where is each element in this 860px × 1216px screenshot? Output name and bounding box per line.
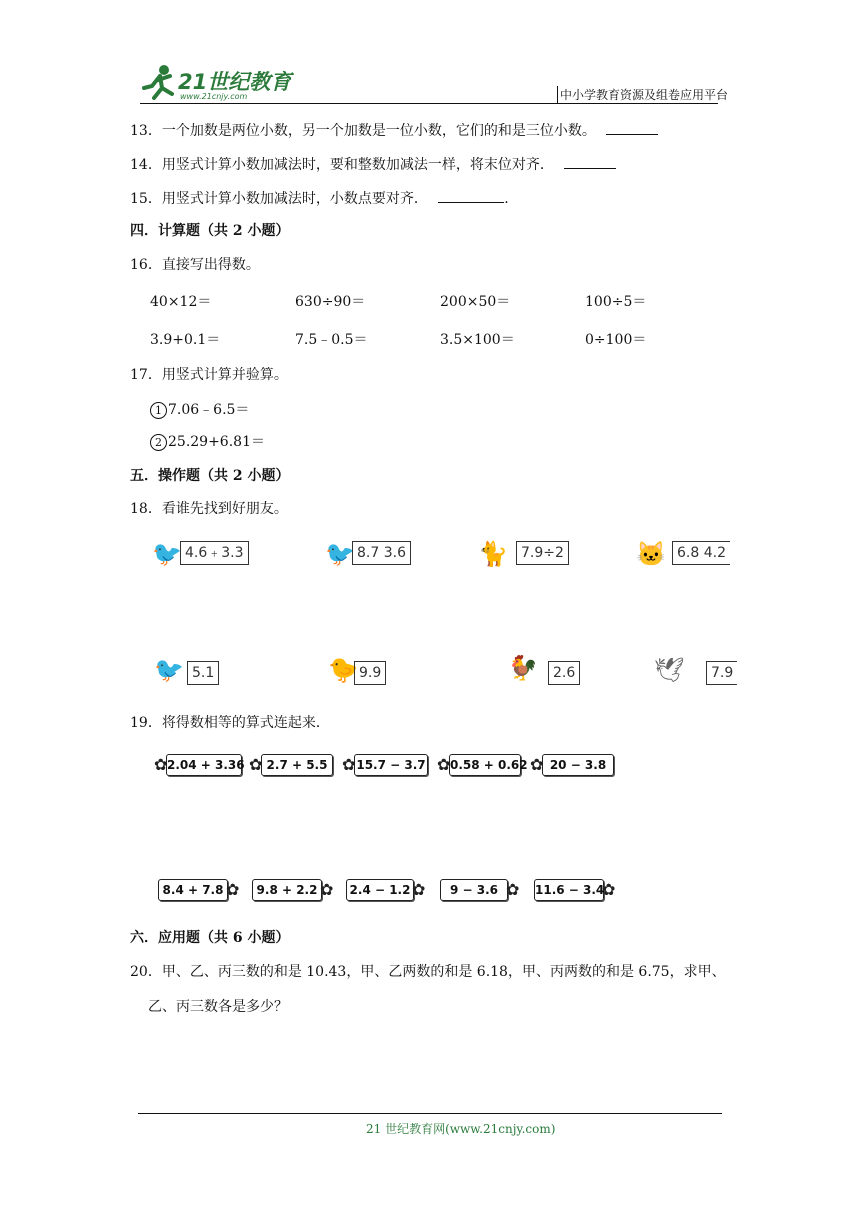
flower-icon: ✿: [530, 755, 544, 774]
expr-tag-top[interactable]: 2.04 + 3.36: [166, 754, 242, 776]
flower-icon: ✿: [342, 755, 356, 774]
question-15: [130, 188, 509, 208]
header-platform: 中小学教育资源及组卷应用平台: [557, 86, 728, 103]
flower-icon: ✿: [154, 755, 168, 774]
animal-card-top[interactable]: 4.6﹢3.3: [180, 541, 249, 565]
expr-tag-top[interactable]: 15.7 − 3.7: [354, 754, 428, 776]
cat-icon: 🐈: [478, 540, 508, 568]
flower-icon: ✿: [320, 880, 334, 899]
expr-tag-top[interactable]: 0.58 + 0.62: [449, 754, 521, 776]
flower-icon: ✿: [437, 755, 451, 774]
answer-blank-14[interactable]: [564, 154, 616, 169]
animal-card-bottom[interactable]: 5.1: [187, 661, 219, 685]
expr-tag-top[interactable]: 2.7 + 5.5: [261, 754, 333, 776]
header-logo: [140, 62, 300, 104]
logo-text: 21世纪教育: [178, 70, 292, 94]
expr-tag-bottom[interactable]: 9.8 + 2.2: [252, 879, 322, 901]
calc-item: 100÷5＝: [585, 294, 647, 310]
calc-item: 7.5﹣0.5＝: [295, 332, 368, 348]
flower-icon: ✿: [226, 880, 240, 899]
answer-blank-13[interactable]: [606, 120, 658, 135]
expr-tag-top[interactable]: 20 − 3.8: [542, 754, 614, 776]
calc-item: 630÷90＝: [295, 294, 366, 310]
q17-item-2: [150, 431, 265, 451]
bird-icon: 🐦: [325, 540, 355, 568]
answer-blank-15[interactable]: [438, 188, 504, 203]
question-19-title: 19．将得数相等的算式连起来．: [130, 715, 330, 731]
q17-item-1: [150, 399, 249, 419]
animal-card-bottom[interactable]: 2.6: [548, 661, 580, 685]
bird-icon: 🕊: [654, 656, 685, 684]
calc-item: 3.9+0.1＝: [150, 332, 221, 348]
question-20-line-2: 乙、丙三数各是多少？: [148, 999, 288, 1015]
q17-expr: 25.29+6.81＝: [168, 434, 265, 450]
circled-number: 2: [150, 434, 167, 451]
animal-card-bottom[interactable]: 9.9: [354, 661, 386, 685]
flower-icon: ✿: [249, 755, 263, 774]
question-14: [130, 154, 616, 174]
section-5-title: 五．操作题（共 2 小题）: [130, 468, 290, 484]
question-13-text: 13．一个加数是两位小数，另一个加数是一位小数，它们的和是三位小数。: [130, 123, 596, 139]
rooster-icon: 🐓: [508, 654, 538, 682]
expr-tag-bottom[interactable]: 11.6 − 3.4: [534, 879, 604, 901]
footer-rule: [138, 1113, 722, 1114]
expr-tag-bottom[interactable]: 8.4 + 7.8: [158, 879, 228, 901]
logo-url: www.21cnjy.com: [180, 92, 248, 101]
animal-card-top[interactable]: 6.8 4.2: [672, 541, 730, 565]
q17-expr: 7.06﹣6.5＝: [168, 402, 250, 418]
calc-item: 0÷100＝: [585, 332, 647, 348]
section-6-title: 六．应用题（共 6 小题）: [130, 930, 290, 946]
runner-logo-icon: [140, 62, 178, 102]
footer-text: 21 世纪教育网(www.21cnjy.com): [366, 1122, 556, 1136]
animal-card-top[interactable]: 7.9÷2: [516, 541, 569, 565]
header-rule: [140, 103, 718, 104]
calc-item: 3.5×100＝: [440, 332, 515, 348]
question-16-title: 16．直接写出得数。: [130, 257, 260, 273]
question-18-title: 18．看谁先找到好朋友。: [130, 501, 288, 517]
question-17-title: 17．用竖式计算并验算。: [130, 367, 288, 383]
question-15-text: 15．用竖式计算小数加减法时，小数点要对齐．: [130, 191, 428, 207]
cat-icon: 🐱: [636, 540, 666, 568]
circled-number: 1: [150, 402, 167, 419]
calc-item: 40×12＝: [150, 294, 212, 310]
question-20-line-1: 20．甲、乙、丙三数的和是 10.43，甲、乙两数的和是 6.18，甲、丙两数的和是 6.75，求甲、: [130, 964, 726, 980]
flower-icon: ✿: [506, 880, 520, 899]
bird-icon: 🐤: [328, 656, 358, 684]
question-13: [130, 120, 658, 140]
expr-tag-bottom[interactable]: 2.4 − 1.2: [346, 879, 414, 901]
bird-icon: 🐦: [152, 540, 182, 568]
calc-item: 200×50＝: [440, 294, 511, 310]
bird-icon: 🐦: [154, 656, 184, 684]
animal-card-top[interactable]: 8.7 3.6: [352, 541, 411, 565]
section-4-title: 四．计算题（共 2 小题）: [130, 223, 290, 239]
expr-tag-bottom[interactable]: 9 − 3.6: [440, 879, 508, 901]
flower-icon: ✿: [412, 880, 426, 899]
animal-card-bottom[interactable]: 7.9: [706, 661, 737, 685]
flower-icon: ✿: [602, 880, 616, 899]
question-14-text: 14．用竖式计算小数加减法时，要和整数加减法一样，将末位对齐．: [130, 157, 554, 173]
question-15-end: .: [504, 191, 509, 207]
